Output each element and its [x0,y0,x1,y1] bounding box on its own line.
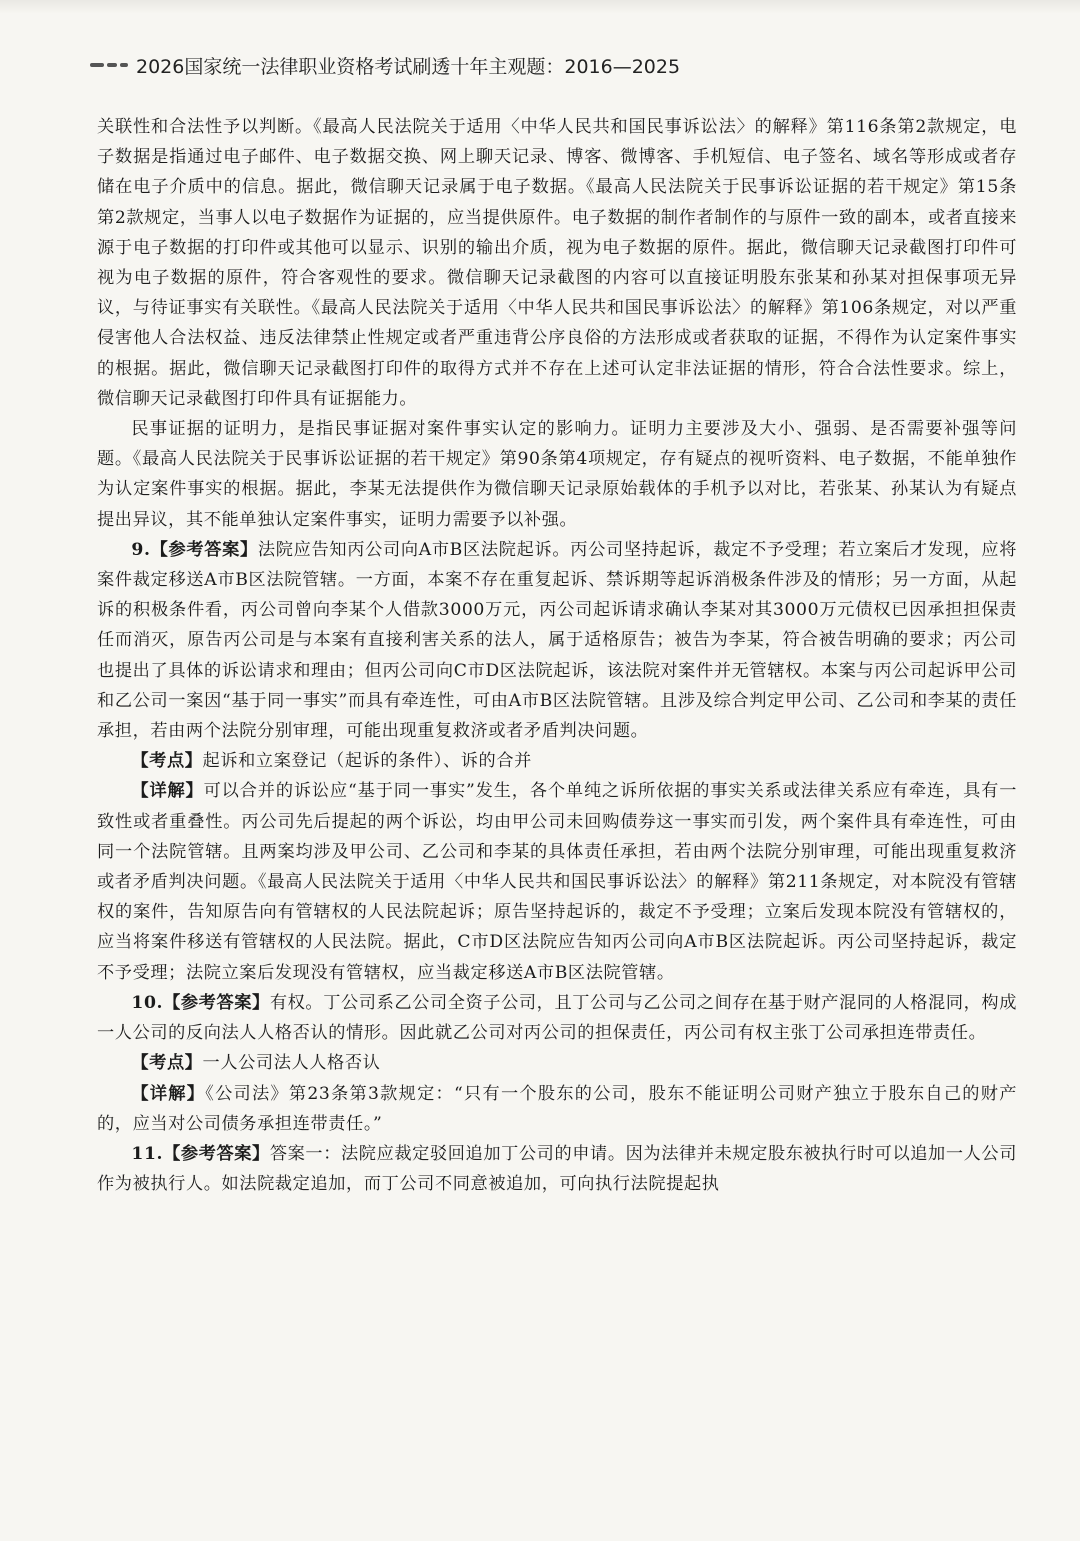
answer-11-label: 11.【参考答案】 [131,1143,270,1164]
answer-10-label: 10.【参考答案】 [131,992,270,1013]
header-ornament-icon [90,63,128,67]
answer-10: 10.【参考答案】有权。丁公司系乙公司全资子公司，且丁公司与乙公司之间存在基于财产混同的人格混同，构成一人公司的反向法人人格否认的情形。因此就乙公司对丙公司的担保责任，丙公司有权主张丁公司承担连带责任。 [97,992,1017,1044]
answer-10-keypoint: 【考点】一人公司法人人格否认 [131,1053,381,1074]
answer-11: 11.【参考答案】答案一：法院应裁定驳回追加丁公司的申请。因为法律并未规定股东被执行时可以追加一人公司作为被执行人。如法院裁定追加，而丁公司不同意被追加，可向执行法院提起执 [97,1143,1017,1195]
paragraph-evidence-capacity: 关联性和合法性予以判断。《最高人民法院关于适用〈中华人民共和国民事诉讼法〉的解释》第116条第2款规定，电子数据是指通过电子邮件、电子数据交换、网上聊天记录、博客、微博客、手机短信、电子签名、域名等形成或者存储在电子介质中的信息。据此，微信聊天记录属于电子数据。《最高人民法院关于民事诉讼证据的若干规定》第15条第2款规定，当事人以电子数据作为证据的，应当提供原件。电子数据的制作者制作的与原件一致的副本，或者直接来源于电子数据的打印件或其他可以显示、识别的输出介质，视为电子数据的原件。据此，微信聊天记录截图打印件可视为电子数据的原件，符合客观性的要求。微信聊天记录截图的内容可以直接证明股东张某和孙某对担保事项无异议，与待证事实有关联性。《最高人民法院关于适用〈中华人民共和国民事诉讼法〉的解释》第106条规定，对以严重侵害他人合法权益、违反法律禁止性规定或者严重违背公序良俗的方法形成或者获取的证据，不得作为认定案件事实的根据。据此，微信聊天记录截图打印件的取得方式并不存在上述可认定非法证据的情形，符合合法性要求。综上，微信聊天记录截图打印件具有证据能力。 [97,117,1017,409]
answer-9-keypoint: 【考点】起诉和立案登记（起诉的条件）、诉的合并 [131,751,532,772]
answer-10-explanation: 【详解】《公司法》第23条第3款规定：“只有一个股东的公司，股东不能证明公司财产独立于股东自己的财产的，应当对公司债务承担连带责任。” [97,1083,1017,1134]
scan-top-edge [0,0,1080,14]
page-header [90,50,1020,80]
answer-9-label: 9.【参考答案】 [131,539,258,560]
answer-9-explanation: 【详解】可以合并的诉讼应“基于同一事实”发生，各个单纯之诉所依据的事实关系或法律关系应有牵连，具有一致性或者重叠性。丙公司先后提起的两个诉讼，均由甲公司未回购债券这一事实而引发，两个案件具有牵连性，可由同一个法院管辖。且两案均涉及甲公司、乙公司和李某的具体责任承担，若由两个法院分别审理，可能出现重复救济或者矛盾判决问题。《最高人民法院关于适用〈中华人民共和国民事诉讼法〉的解释》第211条规定，对本院没有管辖权的案件，告知原告向有管辖权的人民法院起诉；原告坚持起诉的，裁定不予受理；立案后发现本院没有管辖权的，应当将案件移送有管辖权的人民法院。据此，C市D区法院应告知丙公司向A市B区法院起诉。丙公司坚持起诉，裁定不予受理；法院立案后发现没有管辖权，应当裁定移送A市B区法院管辖。 [97,781,1017,983]
paragraph-probative-force: 民事证据的证明力，是指民事证据对案件事实认定的影响力。证明力主要涉及大小、强弱、是否需要补强等问题。《最高人民法院关于民事诉讼证据的若干规定》第90条第4项规定，存有疑点的视听资料、电子数据，不能单独作为认定案件事实的根据。据此，李某无法提供作为微信聊天记录原始载体的手机予以对比，若张某、孙某认为有疑点提出异议，其不能单独认定案件事实，证明力需要予以补强。 [97,419,1017,530]
answer-9: 9.【参考答案】法院应告知丙公司向A市B区法院起诉。丙公司坚持起诉，裁定不予受理；若立案后才发现，应将案件裁定移送A市B区法院管辖。一方面，本案不存在重复起诉、禁诉期等起诉消极条件涉及的情形；另一方面，从起诉的积极条件看，丙公司曾向李某个人借款3000万元，丙公司起诉请求确认李某对其3000万元债权已因承担担保责任而消灭，原告丙公司是与本案有直接利害关系的法人，属于适格原告；被告为李某，符合被告明确的要求；丙公司也提出了具体的诉讼请求和理由；但丙公司向C市D区法院起诉，该法院对案件并无管辖权。本案与丙公司起诉甲公司和乙公司一案因“基于同一事实”而具有牵连性，可由A市B区法院管辖。且涉及综合判定甲公司、乙公司和李某的责任承担，若由两个法院分别审理，可能出现重复救济或者矛盾判决问题。 [97,539,1017,742]
header-title: 2026国家统一法律职业资格考试刷透十年主观题：2016—2025 [136,55,681,78]
document-body [97,112,1017,1199]
